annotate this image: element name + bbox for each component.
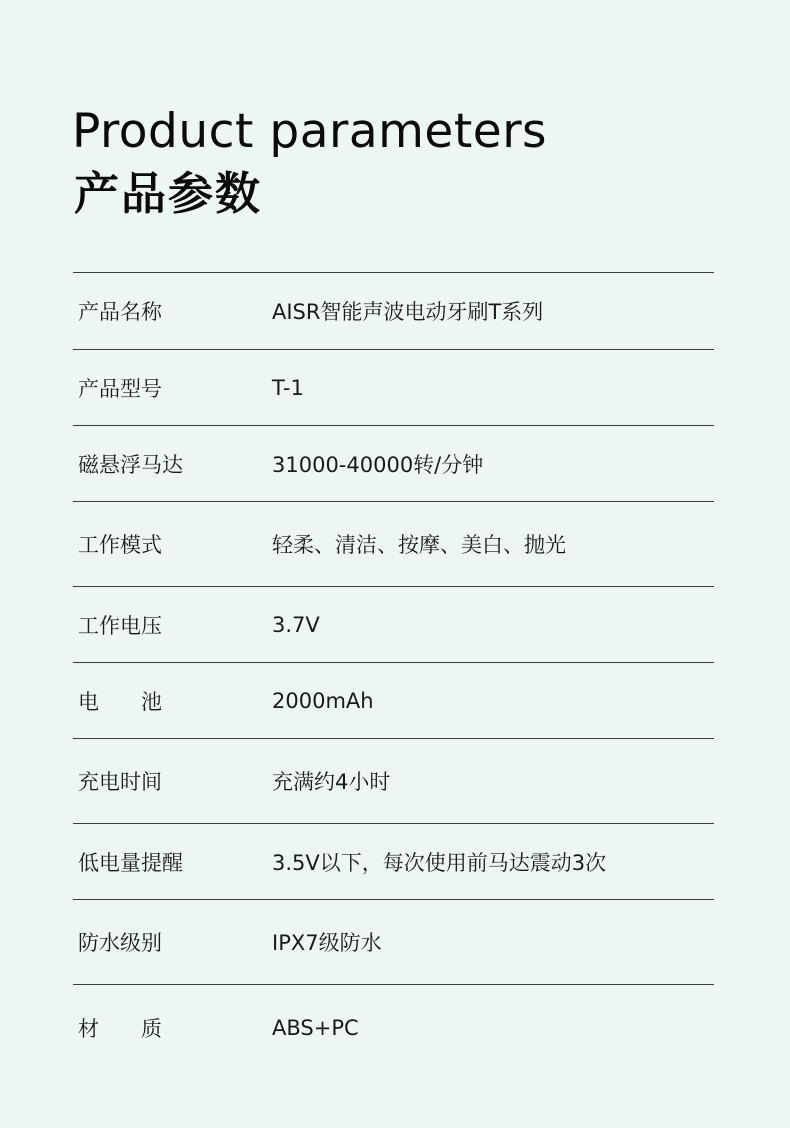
param-label: 充电时间 <box>78 770 162 794</box>
param-label: 工作模式 <box>78 533 162 557</box>
page-title-chinese: 产品参数 <box>74 167 263 220</box>
param-row-product-name <box>73 273 714 350</box>
param-label: 工作电压 <box>78 613 162 638</box>
param-label: 产品名称 <box>78 300 162 324</box>
param-row-material <box>73 985 714 1071</box>
param-row-model <box>73 350 714 426</box>
param-label: 低电量提醒 <box>78 850 183 875</box>
param-value: 3.5V以下，每次使用前马达震动3次 <box>272 850 607 875</box>
param-row-charge-time <box>73 739 714 824</box>
param-value: T-1 <box>272 375 304 400</box>
param-value: 31000-40000转/分钟 <box>272 452 484 477</box>
param-value: 轻柔、清洁、按摩、美白、抛光 <box>272 533 566 557</box>
parameters-table <box>73 272 714 1071</box>
param-value: IPX7级防水 <box>272 931 382 955</box>
param-row-modes <box>73 502 714 587</box>
param-value: 2000mAh <box>272 688 374 713</box>
param-value: 充满约4小时 <box>272 770 391 794</box>
param-value: AISR智能声波电动牙刷T系列 <box>272 300 544 324</box>
param-value: ABS+PC <box>272 1016 359 1040</box>
param-label: 防水级别 <box>78 931 162 955</box>
param-row-battery <box>73 663 714 739</box>
param-value: 3.7V <box>272 612 320 637</box>
param-row-waterproof <box>73 900 714 985</box>
param-label: 产品型号 <box>78 376 162 401</box>
param-label: 材 质 <box>78 1017 162 1041</box>
page-title-english: Product parameters <box>72 104 548 159</box>
param-row-motor <box>73 426 714 502</box>
param-label: 磁悬浮马达 <box>78 452 183 477</box>
param-label: 电 池 <box>78 689 162 714</box>
param-row-voltage <box>73 587 714 663</box>
param-row-low-battery <box>73 824 714 900</box>
